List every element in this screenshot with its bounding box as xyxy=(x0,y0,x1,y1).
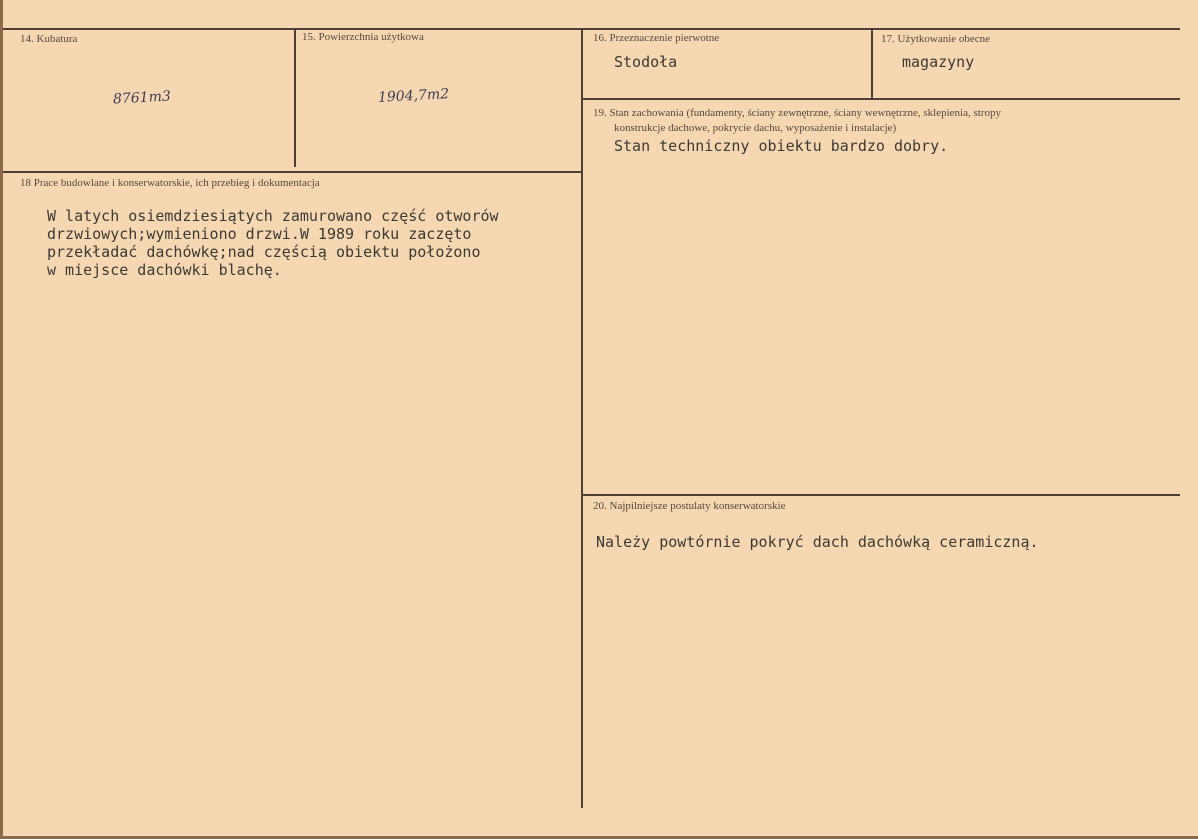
field-16-value: Stodoła xyxy=(614,53,678,71)
field-18-line-3: przekładać dachówkę;nad częścią obiektu położono xyxy=(47,243,481,261)
field-14-value: 8761m3 xyxy=(112,88,172,108)
field-17-value: magazyny xyxy=(902,53,975,71)
rule-above-19 xyxy=(583,98,1180,100)
center-divider xyxy=(581,30,583,808)
field-20-value: Należy powtórnie pokryć dach dachówką ceramiczną. xyxy=(596,533,1039,551)
rule-above-18 xyxy=(0,171,581,173)
field-19-value: Stan techniczny obiektu bardzo dobry. xyxy=(614,137,949,155)
field-18-line-4: w miejsce dachówki blachę. xyxy=(47,261,282,279)
divider-16-17 xyxy=(871,30,873,98)
top-rule xyxy=(0,28,1180,30)
field-18-label: 18 Prace budowlane i konserwatorskie, ich przebieg i dokumentacja xyxy=(20,177,320,189)
field-19-label-line1: 19. Stan zachowania (fundamenty, ściany zewnętrzne, ściany wewnętrzne, sklepienia, stropy xyxy=(593,107,1001,119)
field-18-line-1: W latych osiemdziesiątych zamurowano część otworów xyxy=(47,207,499,225)
field-20-label: 20. Najpilniejsze postulaty konserwatorskie xyxy=(593,500,786,512)
field-15-label: 15. Powierzchnia użytkowa xyxy=(302,31,424,43)
divider-14-15 xyxy=(294,30,296,167)
field-18-line-2: drzwiowych;wymieniono drzwi.W 1989 roku zaczęto xyxy=(47,225,472,243)
field-15-value: 1904,7m2 xyxy=(377,86,450,106)
field-16-label: 16. Przeznaczenie pierwotne xyxy=(593,32,720,44)
rule-above-20 xyxy=(583,494,1180,496)
field-14-label: 14. Kubatura xyxy=(20,33,78,45)
field-19-label-line2: konstrukcje dachowe, pokrycie dachu, wyposażenie i instalacje) xyxy=(614,122,897,134)
field-17-label: 17. Użytkowanie obecne xyxy=(881,33,991,45)
